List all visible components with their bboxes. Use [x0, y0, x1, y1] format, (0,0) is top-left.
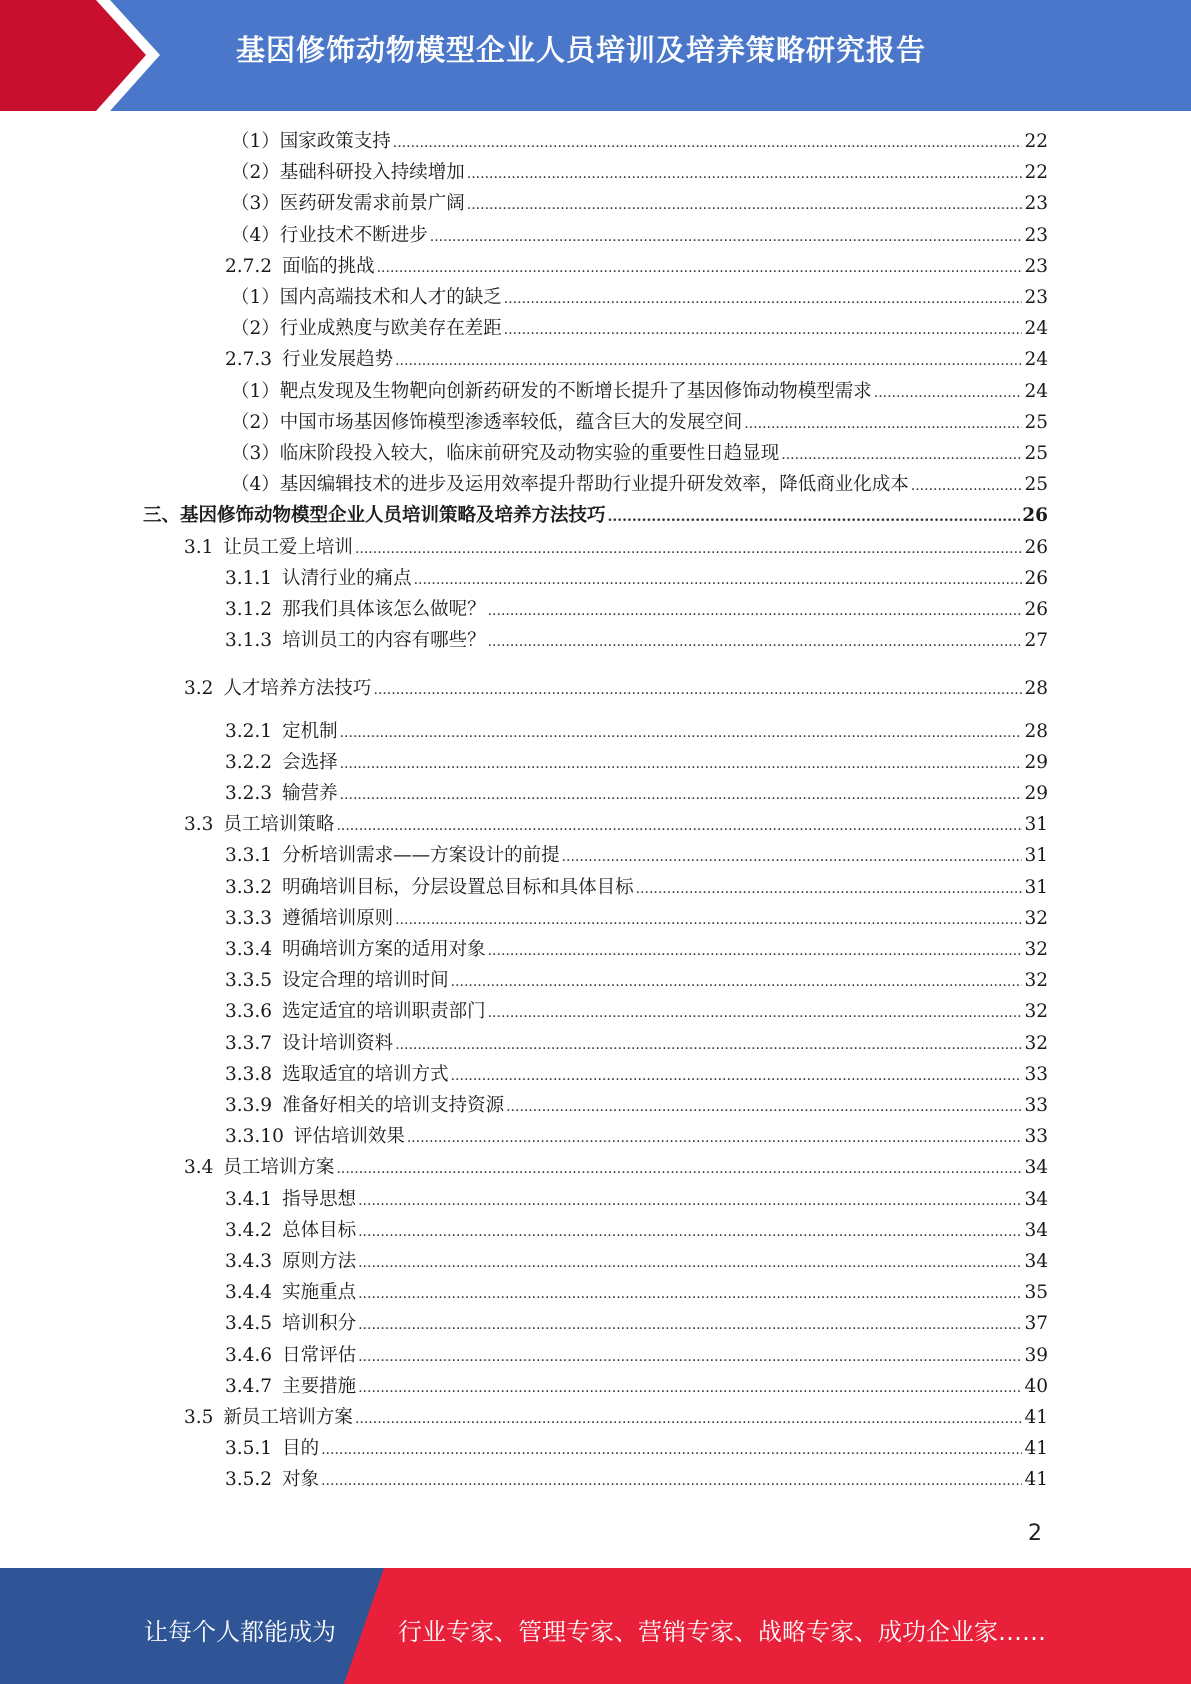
toc-entry-number: 3.3.4 — [225, 939, 273, 960]
toc-entry-title: 选定适宜的培训职责部门 — [282, 1001, 486, 1023]
toc-entry-title: 指导思想 — [282, 1188, 357, 1210]
toc-dot-leader — [451, 974, 1023, 990]
toc-entry-page: 26 — [1024, 599, 1048, 620]
toc-entry-page: 25 — [1024, 411, 1048, 433]
toc-entry-number: 3.3.8 — [225, 1063, 273, 1085]
toc-entry-page: 26 — [1024, 567, 1048, 589]
toc-entry-number: 3.2.3 — [225, 783, 273, 804]
toc-entry-title: （3）临床阶段投入较大，临床前研究及动物实验的重要性日趋显现 — [231, 443, 780, 464]
toc-entry-title: 准备好相关的培训支持资源 — [282, 1095, 505, 1116]
toc-dot-leader — [504, 322, 1023, 338]
footer-slogan: 让每个人都能成为 — [144, 1618, 336, 1646]
toc-entry-title: （1）国内高端技术和人才的缺乏 — [231, 287, 502, 308]
toc-entry-title: 选取适宜的培训方式 — [282, 1063, 449, 1085]
toc-entry-page: 26 — [1022, 505, 1048, 527]
toc-dot-leader — [395, 353, 1022, 369]
toc-entry-title: （4）行业技术不断进步 — [231, 224, 428, 246]
toc-entry[interactable] — [231, 189, 1048, 215]
toc-dot-leader — [358, 1349, 1022, 1365]
toc-entry-page: 23 — [1024, 224, 1048, 246]
page-header — [0, 0, 1191, 111]
toc-entry-page: 35 — [1024, 1282, 1048, 1304]
toc-dot-leader — [358, 1317, 1022, 1333]
toc-entry[interactable] — [231, 439, 1048, 465]
toc-entry-page: 28 — [1024, 720, 1048, 742]
toc-entry-page: 34 — [1024, 1251, 1048, 1272]
toc-entry[interactable] — [225, 841, 1048, 867]
toc-entry-number: 3.4.6 — [225, 1344, 273, 1366]
toc-entry-title: 目的 — [282, 1438, 320, 1460]
toc-entry-title: 设定合理的培训时间 — [282, 970, 449, 992]
toc-entry[interactable] — [225, 935, 1048, 961]
toc-entry-title: 对象 — [282, 1469, 320, 1491]
toc-entry[interactable] — [225, 748, 1048, 774]
toc-dot-leader — [340, 787, 1023, 803]
toc-entry-page: 41 — [1024, 1469, 1048, 1491]
toc-entry-title: 那我们具体该怎么做呢？ — [282, 599, 486, 620]
toc-entry-title: 定机制 — [282, 720, 338, 742]
toc-entry-number: 3.3.3 — [225, 907, 273, 929]
toc-dot-leader — [395, 912, 1022, 928]
toc-dot-leader — [355, 1411, 1023, 1427]
toc-entry-page: 23 — [1024, 255, 1048, 277]
toc-dot-leader — [336, 1161, 1022, 1177]
toc-entry-title: 明确培训目标，分层设置总目标和具体目标 — [282, 876, 634, 898]
toc-entry[interactable] — [225, 1278, 1048, 1304]
toc-entry[interactable] — [225, 252, 1048, 278]
toc-dot-leader — [488, 603, 1023, 619]
toc-dot-leader — [506, 1099, 1022, 1115]
page-number: 2 — [1028, 1521, 1042, 1546]
toc-entry-title: 日常评估 — [282, 1344, 357, 1366]
page-footer — [0, 1568, 1191, 1684]
toc-entry-title: 让员工爱上培训 — [223, 536, 353, 558]
toc-dot-leader — [407, 1130, 1023, 1146]
toc-entry-page: 28 — [1024, 678, 1048, 700]
toc-entry[interactable] — [225, 345, 1048, 371]
toc-dot-leader — [562, 849, 1023, 865]
toc-entry-number: 3.2 — [184, 678, 214, 700]
toc-dot-leader — [636, 881, 1023, 897]
toc-entry-number: 3.1.2 — [225, 599, 273, 620]
toc-entry-number: 3.4.2 — [225, 1219, 273, 1241]
toc-dot-leader — [358, 1255, 1022, 1271]
toc-entry-number: 3.1 — [184, 536, 214, 558]
toc-entry-page: 29 — [1024, 751, 1048, 773]
toc-entry-number: 3.4 — [184, 1157, 214, 1179]
toc-entry-title: 认清行业的痛点 — [282, 567, 412, 589]
toc-entry-title: （2）基础科研投入持续增加 — [231, 162, 465, 184]
toc-entry-page: 41 — [1024, 1438, 1048, 1460]
toc-entry[interactable] — [225, 626, 1048, 652]
toc-dot-leader — [355, 541, 1023, 557]
toc-entry[interactable] — [184, 674, 1048, 700]
toc-entry-number: 3.4.1 — [225, 1188, 273, 1210]
toc-entry[interactable] — [231, 314, 1048, 340]
toc-entry-title: 员工培训方案 — [223, 1157, 335, 1179]
toc-dot-leader — [395, 1037, 1022, 1053]
toc-entry-number: 3.5.1 — [225, 1438, 273, 1460]
toc-entry-page: 32 — [1024, 1001, 1048, 1023]
toc-entry-number: 3.3.6 — [225, 1001, 273, 1023]
toc-entry-page: 24 — [1024, 349, 1048, 371]
toc-dot-leader — [321, 1442, 1022, 1458]
toc-entry-title: （2）行业成熟度与欧美存在差距 — [231, 318, 502, 340]
toc-entry[interactable] — [225, 966, 1048, 992]
toc-entry-number: 3.4.3 — [225, 1251, 273, 1272]
toc-entry[interactable] — [231, 283, 1048, 309]
toc-entry-number: 2.7.2 — [225, 255, 273, 277]
toc-entry[interactable] — [143, 501, 1048, 527]
toc-entry-page: 32 — [1024, 970, 1048, 992]
toc-entry[interactable] — [225, 595, 1048, 621]
toc-entry-title: 面临的挑战 — [282, 255, 375, 277]
toc-dot-leader — [414, 572, 1023, 588]
toc-entry[interactable] — [225, 1465, 1048, 1491]
toc-entry-page: 34 — [1024, 1219, 1048, 1241]
toc-entry-title: 行业发展趋势 — [282, 349, 394, 371]
toc-entry-page: 33 — [1024, 1126, 1048, 1148]
toc-entry-number: 3.4.7 — [225, 1375, 273, 1397]
toc-dot-leader — [321, 1473, 1022, 1489]
toc-entry-number: 3.3.5 — [225, 970, 273, 992]
toc-entry-title: 设计培训资料 — [282, 1032, 394, 1054]
toc-entry-page: 29 — [1024, 783, 1048, 804]
toc-dot-leader — [488, 634, 1023, 650]
toc-entry-title: （2）中国市场基因修饰模型渗透率较低，蕴含巨大的发展空间 — [231, 411, 743, 433]
toc-dot-leader — [340, 725, 1023, 741]
toc-entry[interactable] — [225, 1060, 1048, 1086]
toc-dot-leader — [358, 1286, 1022, 1302]
toc-entry-page: 33 — [1024, 1063, 1048, 1085]
toc-entry-number: 3.1.1 — [225, 567, 273, 589]
toc-entry[interactable] — [184, 1153, 1048, 1179]
toc-entry-title: 会选择 — [282, 751, 338, 773]
toc-entry-number: 3.3 — [184, 814, 214, 836]
toc-entry-page: 32 — [1024, 907, 1048, 929]
toc-entry-number: 3.3.1 — [225, 845, 273, 867]
toc-entry-number: 3.2.1 — [225, 720, 273, 742]
toc-entry-number: 3.1.3 — [225, 630, 273, 652]
toc-dot-leader — [874, 385, 1023, 401]
toc-entry[interactable] — [225, 564, 1048, 590]
toc-entry-title: 总体目标 — [282, 1219, 357, 1241]
toc-dot-leader — [377, 260, 1023, 276]
toc-entry-title: （3）医药研发需求前景广阔 — [231, 193, 465, 215]
toc-entry-page: 31 — [1024, 876, 1048, 898]
toc-dot-leader — [781, 447, 1022, 463]
toc-dot-leader — [340, 756, 1023, 772]
toc-entry-page: 32 — [1024, 939, 1048, 960]
toc-entry[interactable] — [225, 717, 1048, 743]
toc-dot-leader — [336, 818, 1022, 834]
toc-dot-leader — [488, 1005, 1023, 1021]
toc-entry-page: 27 — [1024, 630, 1048, 652]
toc-entry-page: 40 — [1024, 1375, 1048, 1397]
toc-dot-leader — [911, 478, 1023, 494]
toc-entry-number: 3.3.10 — [225, 1126, 284, 1148]
footer-tagline: 行业专家、管理专家、营销专家、战略专家、成功企业家…… — [398, 1618, 1046, 1646]
toc-dot-leader — [488, 943, 1023, 959]
toc-entry-title: （1）靶点发现及生物靶向创新药研发的不断增长提升了基因修饰动物模型需求 — [231, 380, 872, 402]
toc-entry-page: 22 — [1024, 131, 1048, 152]
toc-entry[interactable] — [225, 1185, 1048, 1211]
toc-entry-page: 33 — [1024, 1095, 1048, 1116]
toc-entry-page: 26 — [1024, 536, 1048, 558]
toc-entry-number: 3.5 — [184, 1407, 214, 1428]
toc-entry-page: 24 — [1024, 318, 1048, 340]
toc-entry-page: 23 — [1024, 287, 1048, 308]
toc-entry[interactable] — [231, 470, 1048, 496]
toc-entry-number: 2.7.3 — [225, 349, 273, 371]
toc-entry-page: 34 — [1024, 1157, 1048, 1179]
toc-dot-leader — [358, 1380, 1022, 1396]
toc-entry-title: 分析培训需求——方案设计的前提 — [282, 845, 560, 867]
toc-entry-page: 31 — [1024, 845, 1048, 867]
toc-entry-title: 评估培训效果 — [293, 1126, 405, 1148]
toc-entry-page: 37 — [1024, 1313, 1048, 1335]
toc-entry-page: 41 — [1024, 1407, 1048, 1428]
toc-entry[interactable] — [231, 377, 1048, 403]
toc-entry-title: 原则方法 — [282, 1251, 357, 1272]
toc-entry[interactable] — [225, 1434, 1048, 1460]
toc-entry[interactable] — [225, 1247, 1048, 1273]
toc-entry[interactable] — [225, 1029, 1048, 1055]
toc-entry-number: 3.4.4 — [225, 1282, 273, 1304]
toc-entry[interactable] — [225, 1309, 1048, 1335]
toc-entry[interactable] — [225, 1341, 1048, 1367]
toc-entry-title: （4）基因编辑技术的进步及运用效率提升帮助行业提升研发效率，降低商业化成本 — [231, 474, 909, 496]
toc-entry-title: 实施重点 — [282, 1282, 357, 1304]
toc-entry[interactable] — [184, 1403, 1048, 1429]
toc-entry-page: 32 — [1024, 1032, 1048, 1054]
toc-entry-number: 3.2.2 — [225, 751, 273, 773]
toc-entry[interactable] — [225, 1091, 1048, 1117]
toc-entry-title: 遵循培训原则 — [282, 907, 394, 929]
toc-entry-page: 23 — [1024, 193, 1048, 215]
toc-dot-leader — [358, 1224, 1022, 1240]
toc-entry-title: 主要措施 — [282, 1375, 357, 1397]
toc-dot-leader — [358, 1193, 1022, 1209]
toc-dot-leader — [467, 197, 1023, 213]
toc-entry-page: 34 — [1024, 1188, 1048, 1210]
toc-entry[interactable] — [231, 158, 1048, 184]
toc-entry[interactable] — [231, 127, 1048, 153]
toc-entry-title: 人才培养方法技巧 — [223, 678, 372, 700]
toc-dot-leader — [744, 416, 1022, 432]
toc-entry-number: 3.4.5 — [225, 1313, 273, 1335]
toc-entry-title: 输营养 — [282, 783, 338, 804]
toc-entry-title: 培训员工的内容有哪些？ — [282, 630, 486, 652]
toc-entry-number: 3.5.2 — [225, 1469, 273, 1491]
toc-entry-title: 三、基因修饰动物模型企业人员培训策略及培养方法技巧 — [143, 505, 606, 527]
toc-entry-page: 31 — [1024, 814, 1048, 836]
toc-entry[interactable] — [225, 904, 1048, 930]
toc-entry-title: 培训积分 — [282, 1313, 357, 1335]
toc-dot-leader — [451, 1068, 1023, 1084]
toc-entry[interactable] — [225, 873, 1048, 899]
toc-dot-leader — [430, 229, 1023, 245]
toc-entry-page: 22 — [1024, 162, 1048, 184]
toc-dot-leader — [373, 682, 1022, 698]
toc-entry-page: 25 — [1024, 474, 1048, 496]
toc-entry[interactable] — [225, 779, 1048, 805]
toc-entry-number: 3.3.9 — [225, 1095, 273, 1116]
toc-entry[interactable] — [225, 1216, 1048, 1242]
toc-entry[interactable] — [225, 997, 1048, 1023]
toc-entry-title: 员工培训策略 — [223, 814, 335, 836]
toc-entry-number: 3.3.7 — [225, 1032, 273, 1054]
toc-entry[interactable] — [225, 1372, 1048, 1398]
toc-entry[interactable] — [231, 221, 1048, 247]
toc-dot-leader — [504, 291, 1023, 307]
toc-dot-leader — [467, 166, 1023, 182]
toc-entry-title: （1）国家政策支持 — [231, 131, 391, 152]
toc-dot-leader — [608, 509, 1021, 525]
toc-entry-page: 39 — [1024, 1344, 1048, 1366]
toc-entry[interactable] — [225, 1122, 1048, 1148]
toc-entry[interactable] — [184, 533, 1048, 559]
toc-entry-page: 24 — [1024, 380, 1048, 402]
toc-entry-number: 3.3.2 — [225, 876, 273, 898]
toc-entry-title: 新员工培训方案 — [223, 1407, 353, 1428]
report-title: 基因修饰动物模型企业人员培训及培养策略研究报告 — [236, 33, 927, 67]
toc-entry[interactable] — [184, 810, 1048, 836]
toc-dot-leader — [393, 135, 1023, 151]
toc-entry[interactable] — [231, 408, 1048, 434]
toc-entry-page: 25 — [1024, 443, 1048, 464]
toc-entry-title: 明确培训方案的适用对象 — [282, 939, 486, 960]
